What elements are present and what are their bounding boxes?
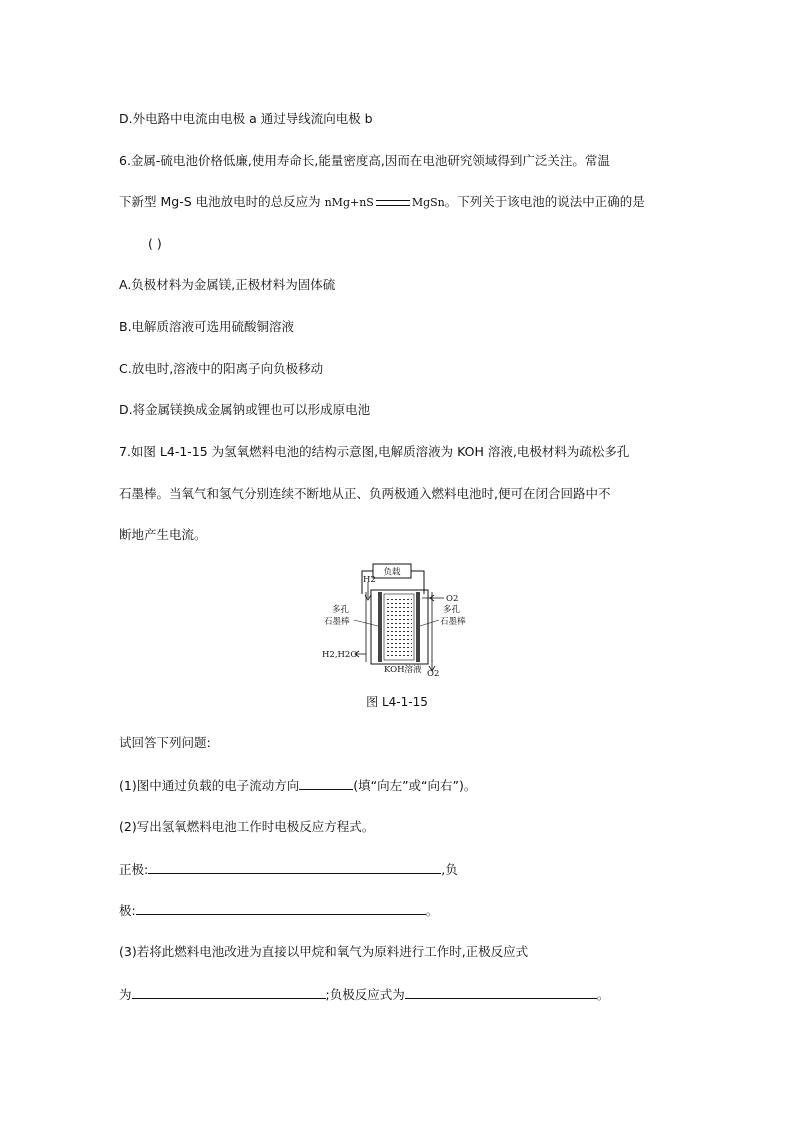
q6-formula-left: nMg+nS: [324, 196, 374, 209]
positive-label: 正极:: [119, 862, 149, 877]
part-2-negative: [119, 902, 438, 919]
question-7-line2: 石墨棒。当氧气和氢气分别连续不断地从正、负两极通入燃料电池时,便可在闭合回路中不: [119, 486, 611, 501]
question-6-line1: 6.金属-硫电池价格低廉,使用寿命长,能量密度高,因而在电池研究领域得到广泛关注。常温: [119, 153, 610, 168]
left-electrode-label-2: 石墨棒: [324, 617, 350, 627]
question-7-line1: 7.如图 L4-1-15 为氢氧燃料电池的结构示意图,电解质溶液为 KOH 溶液,电极材料为疏松多孔: [119, 444, 630, 459]
option-d-q5: D.外电路中电流由电极 a 通过导线流向电极 b: [119, 111, 373, 126]
part-1-text-pre: (1)图中通过负载的电子流动方向: [119, 778, 300, 793]
positive-blank[interactable]: [148, 861, 441, 874]
part-1-blank[interactable]: [299, 777, 353, 790]
h2-h2o-label: H2,H2O: [322, 650, 358, 660]
q6-text-post: 。下列关于该电池的说法中正确的是: [444, 194, 645, 209]
part-3-positive-blank[interactable]: [132, 986, 326, 999]
option-c: C.放电时,溶液中的阳离子向负极移动: [119, 361, 324, 376]
part-1-text-post: (填“向左”或“向右”)。: [353, 778, 477, 793]
part-3-answers: [119, 986, 609, 1003]
question-7-line3: 断地产生电流。: [119, 527, 207, 542]
question-6-answer-paren: ( ): [148, 236, 162, 251]
part-3-end: 。: [596, 987, 610, 1002]
part-3-mid: ;负极反应式为: [325, 987, 405, 1002]
o2-top-label: O2: [446, 594, 459, 604]
right-electrode-pointer: [420, 620, 439, 626]
question-6-line2: [119, 194, 645, 211]
right-electrode-label-2: 石墨棒: [440, 617, 466, 627]
negative-end: 。: [425, 903, 439, 918]
negative-blank[interactable]: [136, 902, 426, 915]
left-electrode-bar: [378, 592, 382, 662]
part-2: (2)写出氢氧燃料电池工作时电极反应方程式。: [119, 819, 375, 834]
answer-intro: 试回答下列问题:: [119, 735, 211, 750]
equals-double-line: [376, 200, 410, 206]
option-b: B.电解质溶液可选用硫酸铜溶液: [119, 319, 295, 334]
option-a: A.负极材料为金属镁,正极材料为固体硫: [119, 277, 336, 292]
part-3-pre: 为: [119, 987, 132, 1002]
right-electrode-label-1: 多孔: [443, 605, 461, 615]
part-1: [119, 777, 476, 794]
negative-label-start: ,负: [441, 862, 458, 877]
load-label: 负载: [383, 567, 401, 578]
option-d: D.将金属镁换成金属钠或锂也可以形成原电池: [119, 402, 371, 417]
h2-label: H2: [363, 575, 376, 585]
left-electrode-label-1: 多孔: [332, 605, 350, 615]
electrolyte-label: KOH溶液: [384, 665, 422, 675]
right-electrode-bar: [416, 592, 420, 662]
part-2-positive: [119, 861, 458, 878]
part-3: (3)若将此燃料电池改进为直接以甲烷和氧气为原料进行工作时,正极反应式: [119, 944, 529, 959]
q6-text-pre: 下新型 Mg-S 电池放电时的总反应为: [119, 194, 325, 209]
fuel-cell-svg: [318, 562, 488, 677]
figure-caption: 图 L4-1-15: [366, 695, 428, 709]
o2-bottom-label: O2: [427, 669, 440, 677]
part-3-negative-blank[interactable]: [405, 986, 597, 999]
q6-formula-right: MgSn: [411, 196, 445, 209]
fuel-cell-diagram: [318, 562, 488, 677]
electrolyte-dots: [386, 597, 412, 659]
negative-label: 极:: [119, 903, 136, 918]
